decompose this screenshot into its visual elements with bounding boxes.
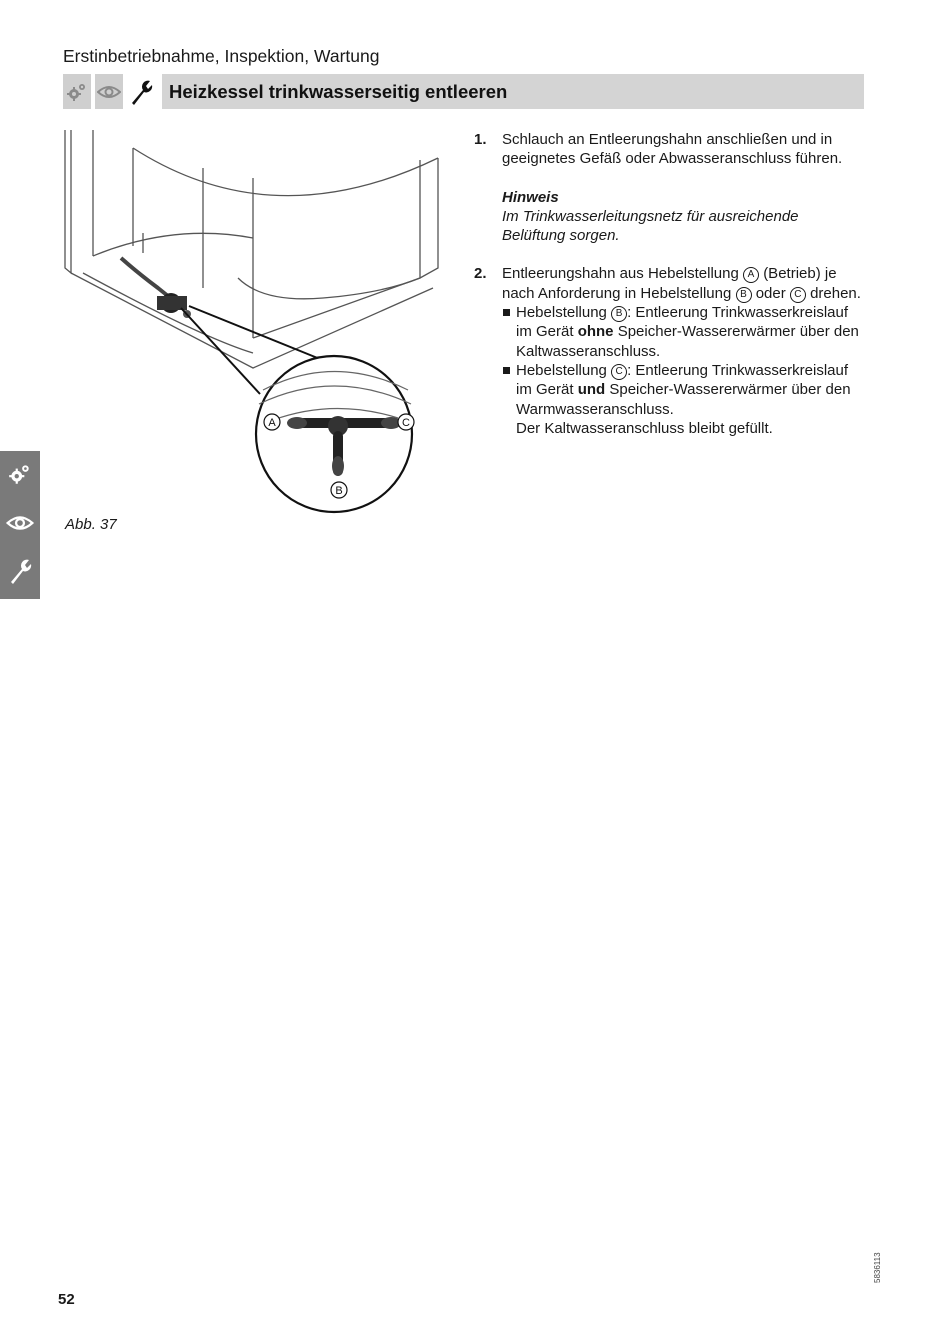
page-header-bar bbox=[63, 74, 864, 109]
bullet-marker bbox=[503, 309, 510, 316]
bullet-text: Speicher-Wassererwärmer über den Warmwasseranschluss. bbox=[516, 381, 851, 418]
bullet-text: : Entleerung Trinkwasserkreislauf im Gerät bbox=[516, 304, 849, 341]
bullet-item bbox=[474, 303, 866, 361]
instructions bbox=[474, 130, 866, 438]
note bbox=[474, 188, 866, 246]
figure-label-c: C bbox=[402, 417, 410, 429]
wrench-icon bbox=[127, 74, 155, 109]
bullet-text: Hebelstellung bbox=[516, 304, 607, 322]
bullet-marker bbox=[503, 367, 510, 374]
label-c-marker: C bbox=[790, 287, 806, 303]
label-marker: B bbox=[611, 306, 627, 322]
side-tab bbox=[0, 451, 40, 599]
wrench-icon bbox=[5, 556, 35, 586]
label-marker: C bbox=[611, 364, 627, 380]
page-title: Heizkessel trinkwasserseitig entleeren bbox=[169, 80, 508, 102]
step-text: Entleerungshahn aus Hebelstellung bbox=[502, 265, 739, 283]
label-b-marker: B bbox=[736, 287, 752, 303]
bullet-item bbox=[474, 361, 866, 438]
figure-drain-valve bbox=[63, 128, 453, 528]
figure-label-b: B bbox=[335, 485, 343, 497]
step-text: (Betrieb) je nach Anforderung in Hebelstellung bbox=[502, 265, 837, 302]
bullet-emphasis: und bbox=[577, 381, 606, 399]
figure-label-a: A bbox=[268, 417, 276, 429]
gear-icon bbox=[5, 459, 35, 489]
figure-caption: Abb. 37 bbox=[65, 516, 117, 533]
section-title: Erstinbetriebnahme, Inspektion, Wartung bbox=[63, 46, 380, 66]
document-code: 5836113 bbox=[873, 1252, 882, 1283]
gear-icon bbox=[63, 74, 91, 109]
bullet-text: : Entleerung Trinkwasserkreislauf im Gerät bbox=[516, 361, 849, 399]
step-2 bbox=[474, 264, 866, 303]
step-text: drehen. bbox=[810, 284, 861, 302]
eye-icon bbox=[95, 74, 123, 109]
bullet-extra-text: Der Kaltwasseranschluss bleibt gefüllt. bbox=[516, 419, 773, 437]
step-number: 1. bbox=[474, 131, 487, 148]
bullet-text: Speicher-Wassererwärmer über den Kaltwasseranschluss. bbox=[516, 323, 859, 360]
note-title: Hinweis bbox=[502, 188, 559, 206]
step-number: 2. bbox=[474, 265, 487, 283]
bullet-emphasis: ohne bbox=[577, 323, 614, 341]
page-number: 52 bbox=[58, 1291, 75, 1308]
bullet-text: Hebelstellung bbox=[516, 361, 607, 379]
eye-icon bbox=[5, 508, 35, 538]
page-title-box bbox=[162, 74, 864, 109]
note-text: Im Trinkwasserleitungsnetz für ausreichende Belüftung sorgen. bbox=[502, 207, 799, 245]
label-a-marker: A bbox=[743, 267, 759, 283]
step-text: Schlauch an Entleerungshahn anschließen und in geeignetes Gefäß oder Abwasseranschluss führen. bbox=[502, 131, 843, 168]
step-1 bbox=[474, 130, 866, 169]
step-text: oder bbox=[755, 284, 786, 302]
